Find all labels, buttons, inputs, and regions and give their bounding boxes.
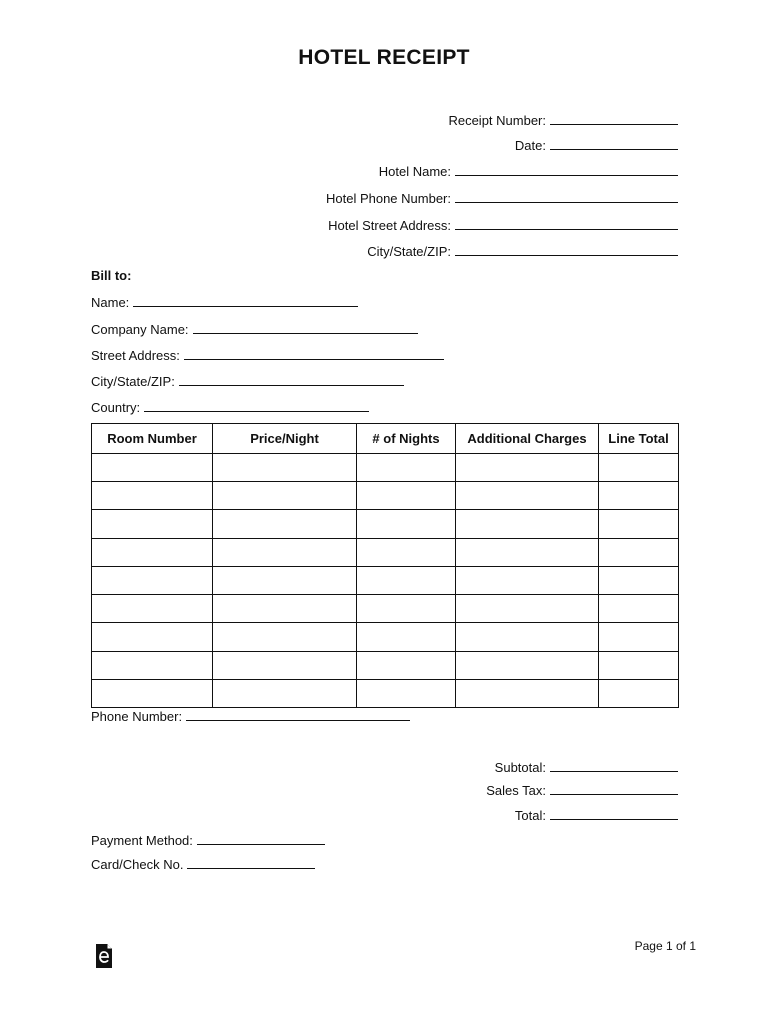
- table-row: [92, 623, 679, 651]
- table-cell[interactable]: [92, 679, 213, 707]
- table-cell[interactable]: [357, 651, 456, 679]
- payment-method-field: [91, 832, 325, 849]
- table-cell[interactable]: [599, 538, 679, 566]
- table-row: [92, 482, 679, 510]
- col-price-night: Price/Night: [213, 424, 357, 454]
- sales-tax-field: [486, 782, 678, 799]
- table-cell[interactable]: [213, 510, 357, 538]
- table-cell[interactable]: [92, 651, 213, 679]
- phone-number-field: [91, 708, 410, 725]
- table-row: [92, 538, 679, 566]
- receipt-number-blank[interactable]: [550, 112, 678, 125]
- card-check-blank[interactable]: [187, 856, 315, 869]
- table-cell[interactable]: [456, 482, 599, 510]
- bill-company-field: [91, 321, 418, 338]
- table-cell[interactable]: [357, 454, 456, 482]
- table-cell[interactable]: [213, 566, 357, 594]
- table-cell[interactable]: [357, 482, 456, 510]
- hotel-phone-label: Hotel Phone Number:: [325, 191, 451, 206]
- bill-country-blank[interactable]: [144, 399, 369, 412]
- table-cell[interactable]: [599, 651, 679, 679]
- table-cell[interactable]: [456, 679, 599, 707]
- table-cell[interactable]: [599, 482, 679, 510]
- table-cell[interactable]: [213, 623, 357, 651]
- table-cell[interactable]: [599, 454, 679, 482]
- page-number: Page 1 of 1: [634, 939, 696, 953]
- bill-country-label: Country:: [91, 400, 141, 415]
- receipt-number-field: [448, 112, 678, 129]
- hotel-city-field: [367, 243, 678, 260]
- hotel-street-label: Hotel Street Address:: [328, 218, 451, 233]
- hotel-phone-blank[interactable]: [455, 190, 678, 203]
- phone-number-blank[interactable]: [186, 708, 410, 721]
- table-cell[interactable]: [357, 595, 456, 623]
- subtotal-blank[interactable]: [550, 759, 678, 772]
- table-cell[interactable]: [599, 623, 679, 651]
- bill-name-field: [91, 294, 358, 311]
- table-cell[interactable]: [456, 538, 599, 566]
- table-cell[interactable]: [599, 679, 679, 707]
- table-cell[interactable]: [456, 454, 599, 482]
- table-cell[interactable]: [92, 510, 213, 538]
- bill-name-blank[interactable]: [133, 294, 358, 307]
- table-cell[interactable]: [92, 566, 213, 594]
- hotel-street-blank[interactable]: [455, 217, 678, 230]
- hotel-name-label: Hotel Name:: [378, 164, 451, 179]
- hotel-phone-field: [326, 190, 678, 207]
- subtotal-label: Subtotal:: [494, 760, 546, 775]
- bill-city-field: [91, 373, 404, 390]
- table-cell[interactable]: [357, 510, 456, 538]
- bill-street-label: Street Address:: [91, 348, 180, 363]
- table-cell[interactable]: [456, 651, 599, 679]
- hotel-name-field: [379, 163, 678, 180]
- table-cell[interactable]: [213, 538, 357, 566]
- table-cell[interactable]: [357, 566, 456, 594]
- table-cell[interactable]: [92, 482, 213, 510]
- sales-tax-blank[interactable]: [550, 782, 678, 795]
- bill-street-field: [91, 347, 444, 364]
- bill-company-label: Company Name:: [91, 322, 189, 337]
- table-cell[interactable]: [213, 595, 357, 623]
- document-title: HOTEL RECEIPT: [298, 46, 470, 69]
- table-cell[interactable]: [213, 482, 357, 510]
- hotel-street-field: [328, 217, 678, 234]
- table-row: [92, 595, 679, 623]
- charges-table: [91, 423, 679, 708]
- payment-method-label: Payment Method:: [91, 833, 193, 848]
- col-room-number: Room Number: [92, 424, 213, 454]
- date-label: Date:: [514, 138, 546, 153]
- total-blank[interactable]: [550, 807, 678, 820]
- payment-method-blank[interactable]: [197, 832, 325, 845]
- date-field: [515, 137, 678, 154]
- table-cell[interactable]: [92, 538, 213, 566]
- date-blank[interactable]: [550, 137, 678, 150]
- table-cell[interactable]: [92, 454, 213, 482]
- table-cell[interactable]: [456, 566, 599, 594]
- bill-to-heading: Bill to:: [91, 268, 132, 283]
- bill-city-blank[interactable]: [179, 373, 404, 386]
- table-cell[interactable]: [456, 595, 599, 623]
- table-cell[interactable]: [213, 679, 357, 707]
- hotel-name-blank[interactable]: [455, 163, 678, 176]
- eforms-logo-icon: [95, 943, 113, 969]
- bill-company-blank[interactable]: [193, 321, 418, 334]
- total-label: Total:: [514, 808, 546, 823]
- bill-country-field: [91, 399, 369, 416]
- table-row: [92, 679, 679, 707]
- hotel-city-label: City/State/ZIP:: [367, 244, 451, 259]
- table-cell[interactable]: [92, 595, 213, 623]
- bill-name-label: Name:: [91, 295, 130, 310]
- table-header-row: [92, 424, 679, 454]
- table-cell[interactable]: [599, 510, 679, 538]
- col-additional-charges: Additional Charges: [456, 424, 599, 454]
- bill-street-blank[interactable]: [184, 347, 444, 360]
- table-cell[interactable]: [357, 623, 456, 651]
- table-cell[interactable]: [599, 595, 679, 623]
- phone-number-label: Phone Number:: [91, 709, 183, 724]
- table-cell[interactable]: [456, 623, 599, 651]
- col-line-total: Line Total: [599, 424, 679, 454]
- table-cell[interactable]: [599, 566, 679, 594]
- card-check-label: Card/Check No.: [91, 857, 184, 872]
- table-cell[interactable]: [357, 679, 456, 707]
- hotel-city-blank[interactable]: [455, 243, 678, 256]
- subtotal-field: [495, 759, 678, 776]
- table-row: [92, 510, 679, 538]
- table-row: [92, 651, 679, 679]
- table-cell[interactable]: [213, 651, 357, 679]
- receipt-number-label: Receipt Number:: [448, 113, 546, 128]
- table-cell[interactable]: [92, 623, 213, 651]
- table-row: [92, 566, 679, 594]
- table-row: [92, 454, 679, 482]
- table-cell[interactable]: [357, 538, 456, 566]
- sales-tax-label: Sales Tax:: [486, 783, 546, 798]
- col-nights: # of Nights: [357, 424, 456, 454]
- table-cell[interactable]: [213, 454, 357, 482]
- total-field: [515, 807, 678, 824]
- bill-city-label: City/State/ZIP:: [91, 374, 175, 389]
- card-check-field: [91, 856, 315, 873]
- table-cell[interactable]: [456, 510, 599, 538]
